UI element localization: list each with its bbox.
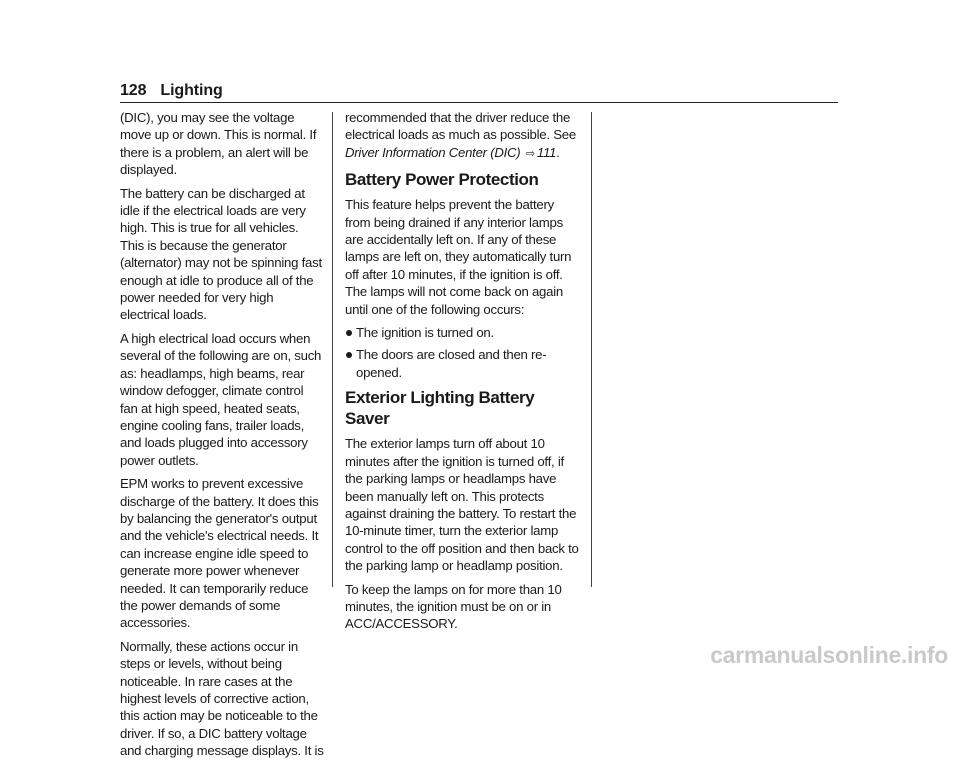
paragraph: EPM works to prevent excessive discharge of the battery. It does this by balancing the generator's output and the vehicle's electrical needs. It can increase engine idle speed to generate more power whenever needed. It can temporarily reduce the power demands of some accessories. [120, 476, 319, 631]
bullet-icon [346, 352, 352, 358]
list-item [345, 324, 581, 341]
heading-battery-power-protection: Battery Power Protection [345, 170, 539, 190]
column-divider [591, 112, 592, 587]
cross-reference-link[interactable]: Driver Information Center (DIC) [345, 144, 521, 160]
paragraph: Normally, these actions occur in steps or levels, without being noticeable. In rare cases at the highest levels of corrective action, this action may be noticeable to the driver. If so, a DIC battery voltage and charging message displays. It is [120, 638, 324, 759]
list-item [345, 346, 581, 381]
section-title: Lighting [160, 82, 223, 99]
column-middle [345, 109, 581, 639]
cross-reference-page[interactable]: 111 [536, 144, 557, 160]
page-header [120, 80, 838, 103]
list-item-text: The ignition is turned on. [356, 325, 494, 341]
column-divider [332, 112, 333, 587]
paragraph: To keep the lamps on for more than 10 minutes, the ignition must be on or in ACC/ACCESSORY. [345, 581, 562, 632]
paragraph: This feature helps prevent the battery from being drained if any interior lamps are accidentally left on. If any of these lamps are left on, they automatically turn off after 10 minutes, if the ignition is off. The lamps will not come back on again until one of the following occurs: [345, 197, 572, 317]
page-number: 128 [120, 82, 147, 99]
bullet-list [345, 324, 581, 381]
bullet-icon [346, 330, 352, 336]
list-item-text: The doors are closed and then re-opened. [356, 347, 547, 380]
page-arrow-icon: ⇨ [525, 147, 535, 160]
heading-exterior-lighting-battery-saver: Exterior Lighting Battery Saver [345, 388, 535, 429]
paragraph: The exterior lamps turn off about 10 minutes after the ignition is turned off, if the parking lamps or headlamps have been manually left on. This protects against draining the battery. To restart the 10-minute timer, turn the exterior lamp control to the off position and then back to the parking lamp or headlamp position. [345, 436, 579, 574]
watermark-text: carmanualsonline.info [710, 642, 948, 668]
paragraph: A high electrical load occurs when several of the following are on, such as: headlamps, high beams, rear window defogger, climate control fan at high speed, heated seats, engine cooling fans, trailer loads, and loads plugged into accessory power outlets. [120, 330, 322, 468]
paragraph: (DIC), you may see the voltage move up or down. This is normal. If there is a problem, an alert will be displayed. [120, 110, 317, 178]
xref-period: . [556, 144, 560, 160]
intro-text: recommended that the driver reduce the electrical loads as much as possible. See [345, 110, 576, 143]
paragraph [345, 109, 581, 163]
paragraph: The battery can be discharged at idle if the electrical loads are very high. This is true for all vehicles. This is because the generator (alternator) may not be spinning fast enough at idle to produce all of the power needed for very high electrical loads. [120, 185, 322, 323]
column-left [120, 109, 324, 766]
